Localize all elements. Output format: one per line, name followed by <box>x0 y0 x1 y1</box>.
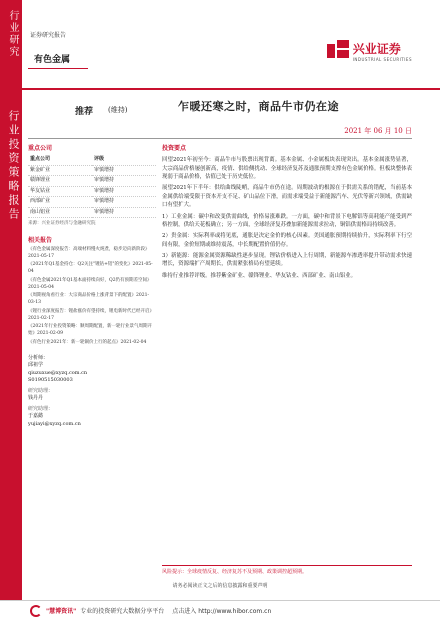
related-report-link[interactable]: 《有色行业2021年：新一轮铜价上行的起点》2021-02-04 <box>28 339 147 345</box>
table-header-company: 重点公司 <box>28 155 92 165</box>
company-rating: 审慎增持 <box>92 197 156 208</box>
left-column <box>28 144 156 428</box>
analyst-name: 邱祖学 <box>28 362 44 368</box>
risk-warning: 风险提示：全球疫情反复、经济复苏不及预期、政策调控超预期。 <box>162 565 412 575</box>
assistant-name: 于嘉懿 <box>28 413 44 419</box>
hibor-brand: "慧博资讯" <box>46 608 77 615</box>
hibor-logo-icon <box>30 605 42 617</box>
report-title: 乍暖还寒之时，商品牛市仍在途 <box>178 100 339 113</box>
bottom-bar <box>0 600 440 620</box>
table-row <box>28 186 156 197</box>
company-rating: 审慎增持 <box>92 176 156 187</box>
summary-paragraph: 1）工业金属：碳中和改变供需曲线，价格易涨难跌。一方面，碳中和背景下电解铝等高耗能产能受到严格控制，供给天花板确立；另一方面，全球经济复苏叠加新能源需求拉动，铜铝供需格局持续改善。 <box>162 213 412 228</box>
assistant-label: 研究助理： <box>28 405 54 412</box>
sidebar <box>0 0 22 600</box>
rating-label: 推荐 <box>75 107 94 117</box>
table-row <box>28 207 156 218</box>
companies-title: 重点公司 <box>28 145 53 152</box>
right-column <box>162 144 412 283</box>
company-rating: 审慎增持 <box>92 165 156 176</box>
analyst-block <box>28 355 156 429</box>
analyst-email[interactable]: qiuzuxue@xyzq.com.cn <box>28 369 88 376</box>
company-name: 赣锋锂业 <box>28 176 92 187</box>
company-logo <box>327 40 412 62</box>
summary-title: 投资要点 <box>162 145 187 152</box>
table-header-rating: 评级 <box>92 155 156 165</box>
report-date: 2021 年 06 月 10 日 <box>344 127 412 135</box>
summary-paragraph: 回望2021年初至今：商品牛市与股票出现背离。基本金属、小金属板块表现突出。基本金属涨势显著，大宗商品价格屡创新高，疫情、供给侧扰动、全球经济复苏及通胀预期支撑有色金属价格。但板块整体表现弱于商品价格，估值已处于历史低位。 <box>162 157 412 181</box>
logo-sub: INDUSTRIAL SECURITIES <box>352 57 412 62</box>
analyst-cert: S0190515030003 <box>28 377 73 383</box>
related-report-link[interactable]: 《2021年行业投资策略：顺周期配置，新一轮行业景气周期开始》2021-02-09 <box>28 324 152 336</box>
hibor-link[interactable]: 点击进入 http://www.hibor.com.cn <box>172 608 272 615</box>
sidebar-top-label: 行业研究 <box>7 10 18 58</box>
assistant-label: 研究助理： <box>28 387 54 394</box>
header-divider <box>22 88 440 90</box>
rating-note: (维持) <box>108 106 128 114</box>
company-rating: 审慎增持 <box>92 186 156 197</box>
company-name: 南山铝业 <box>28 207 92 218</box>
summary-paragraph: 展望2021年下半年：供给曲线陡峭，商品牛市仍在途。周期波动的根源在于供需关系的错配，当前基本金属供给端受限于资本开支不足、矿山品位下滑，而需求端受益于新能源汽车、光伏等新兴领域，供需缺口有望扩大。 <box>162 185 412 209</box>
report-type: 证券研究报告 <box>30 32 67 39</box>
company-name: 华友钴业 <box>28 186 92 197</box>
related-report-link[interactable]: 《周期视角看行业：大宗商品价格上涨背景下的配置》2021-03-13 <box>28 293 149 305</box>
sidebar-main-label: 行业投资策略报告 <box>7 110 20 222</box>
summary-paragraph: 3）新能源：能源金属资源稀缺性逐步显现。锂钴价格进入上行周期，新能源车渗透率提升带动需求快速增长，资源端扩产周期长，供需紧张格局有望延续。 <box>162 253 412 268</box>
companies-table <box>28 155 156 218</box>
table-row <box>28 165 156 176</box>
disclaimer: 请务必阅读正文之后的信息披露和重要声明 <box>172 583 268 589</box>
related-report-link[interactable]: 《有色金属2021年Q1基本面持续向好，Q2仍有预期差空间》2021-05-04 <box>28 277 152 290</box>
summary-paragraph: 2）贵金属：实际利率或将见底，通胀是决定金价的核心因素。美国通胀预期持续抬升，实际利率下行空间有限，金价短期或维持震荡，中长期配置价值仍存。 <box>162 233 412 248</box>
related-report-link[interactable]: 《2021年Q1基金持仓：Q2关注"锂钴+铝"的变化》2021-05-04 <box>28 262 153 274</box>
table-source-note: 来源：兴业证券经济与金融研究院 <box>28 221 96 226</box>
company-name: 西部矿业 <box>28 197 92 208</box>
assistant-name: 钱丹丹 <box>28 395 44 401</box>
logo-mark-icon <box>327 40 349 62</box>
hibor-tagline: 专业的投资研究大数据分享平台 <box>80 608 165 615</box>
related-report-link[interactable]: 《锂行业深度报告：锂盐涨价有望持续，锂电新时代已经开启》2021-02-17 <box>28 308 154 321</box>
sector-underline <box>28 68 88 69</box>
related-reports-title: 相关报告 <box>28 236 53 244</box>
assistant-email[interactable]: yujiayi@xyzq.com.cn <box>28 420 81 427</box>
title-divider <box>28 138 412 139</box>
table-row <box>28 176 156 187</box>
analysts-title: 分析师： <box>28 354 49 361</box>
related-report-link[interactable]: 《有色金属深度报告：高端材料慢火炖煮，稳步迈向新阶段》2021-05-17 <box>28 246 150 259</box>
table-row <box>28 197 156 208</box>
company-rating: 审慎增持 <box>92 207 156 218</box>
sector-label: 有色金属 <box>34 55 71 65</box>
summary-paragraph: 维持行业推荐评级。推荐紫金矿业、赣锋锂业、华友钴业、西部矿业、南山铝业。 <box>162 272 357 279</box>
company-name: 紫金矿业 <box>28 165 92 176</box>
logo-name: 兴业证券 <box>352 42 401 56</box>
